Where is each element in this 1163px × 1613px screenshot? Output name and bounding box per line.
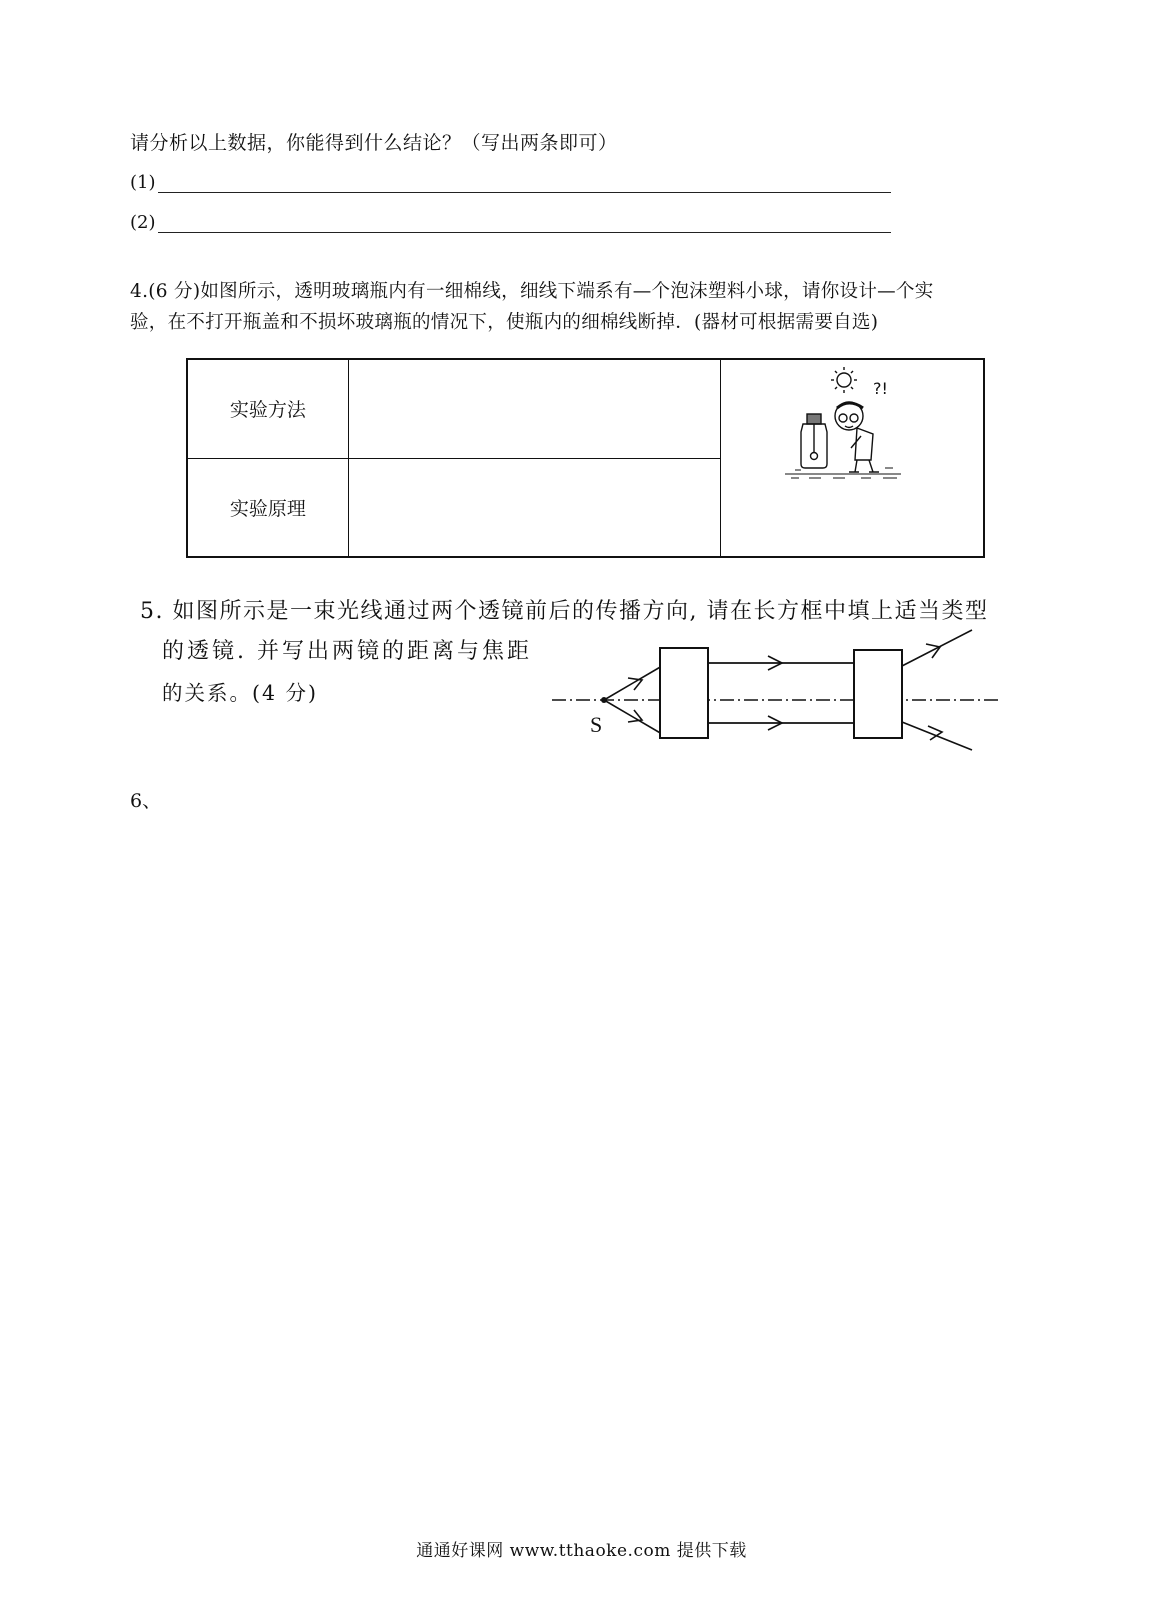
principle-answer-cell[interactable] <box>348 458 720 557</box>
sun-icon <box>831 367 857 393</box>
q5-line-1: 5. 如图所示是一束光线通过两个透镜前后的传播方向, 请在长方框中填上适当类型 <box>140 599 989 624</box>
boy-with-bottle-illustration <box>721 364 983 484</box>
answer-blank-1[interactable] <box>130 172 891 193</box>
lens-ray-diagram <box>552 626 1002 786</box>
blank-label: (2) <box>130 212 156 233</box>
source-label: S <box>590 712 603 737</box>
arrowhead <box>926 644 940 658</box>
lens-box-1[interactable] <box>660 648 708 738</box>
ray-upper-out <box>902 630 972 666</box>
row-label-method: 实验方法 <box>187 359 348 458</box>
lens-box-2[interactable] <box>854 650 902 738</box>
q4-question <box>130 276 1060 338</box>
boy-figure <box>835 402 879 472</box>
ground-hatching <box>785 468 901 478</box>
ray-lower-in <box>604 700 662 734</box>
q4-line-1: 4.(6 分)如图所示，透明玻璃瓶内有一细棉线，细线下端系有—个泡沫塑料小球，请你设计—个实 <box>130 281 934 302</box>
ray-upper-in <box>604 666 662 700</box>
q4-line-2: 验，在不打开瓶盖和不损坏玻璃瓶的情况下，使瓶内的细棉线断掉．(器材可根据需要自选) <box>130 312 879 333</box>
row-label-principle: 实验原理 <box>187 458 348 557</box>
bottle-icon <box>801 414 827 468</box>
q6-label: 6、 <box>130 790 162 812</box>
q5-line-2: 的透镜. 并写出两镜的距离与焦距 <box>162 639 532 664</box>
illustration-cell <box>721 359 985 557</box>
footer-source: 通通好课网 www.tthaoke.com 提供下载 <box>416 1541 747 1561</box>
blank-label: (1) <box>130 172 156 193</box>
answer-blank-2[interactable] <box>130 212 891 233</box>
q3-prompt: 请分析以上数据，你能得到什么结论？（写出两条即可） <box>130 132 618 154</box>
question-exclaim-marks: ?! <box>873 379 888 398</box>
q4-answer-table <box>186 358 985 558</box>
blank-rule <box>158 174 891 193</box>
q5-line-3: 的关系。(4 分) <box>162 681 319 705</box>
blank-rule <box>158 214 891 233</box>
method-answer-cell[interactable] <box>348 359 720 458</box>
